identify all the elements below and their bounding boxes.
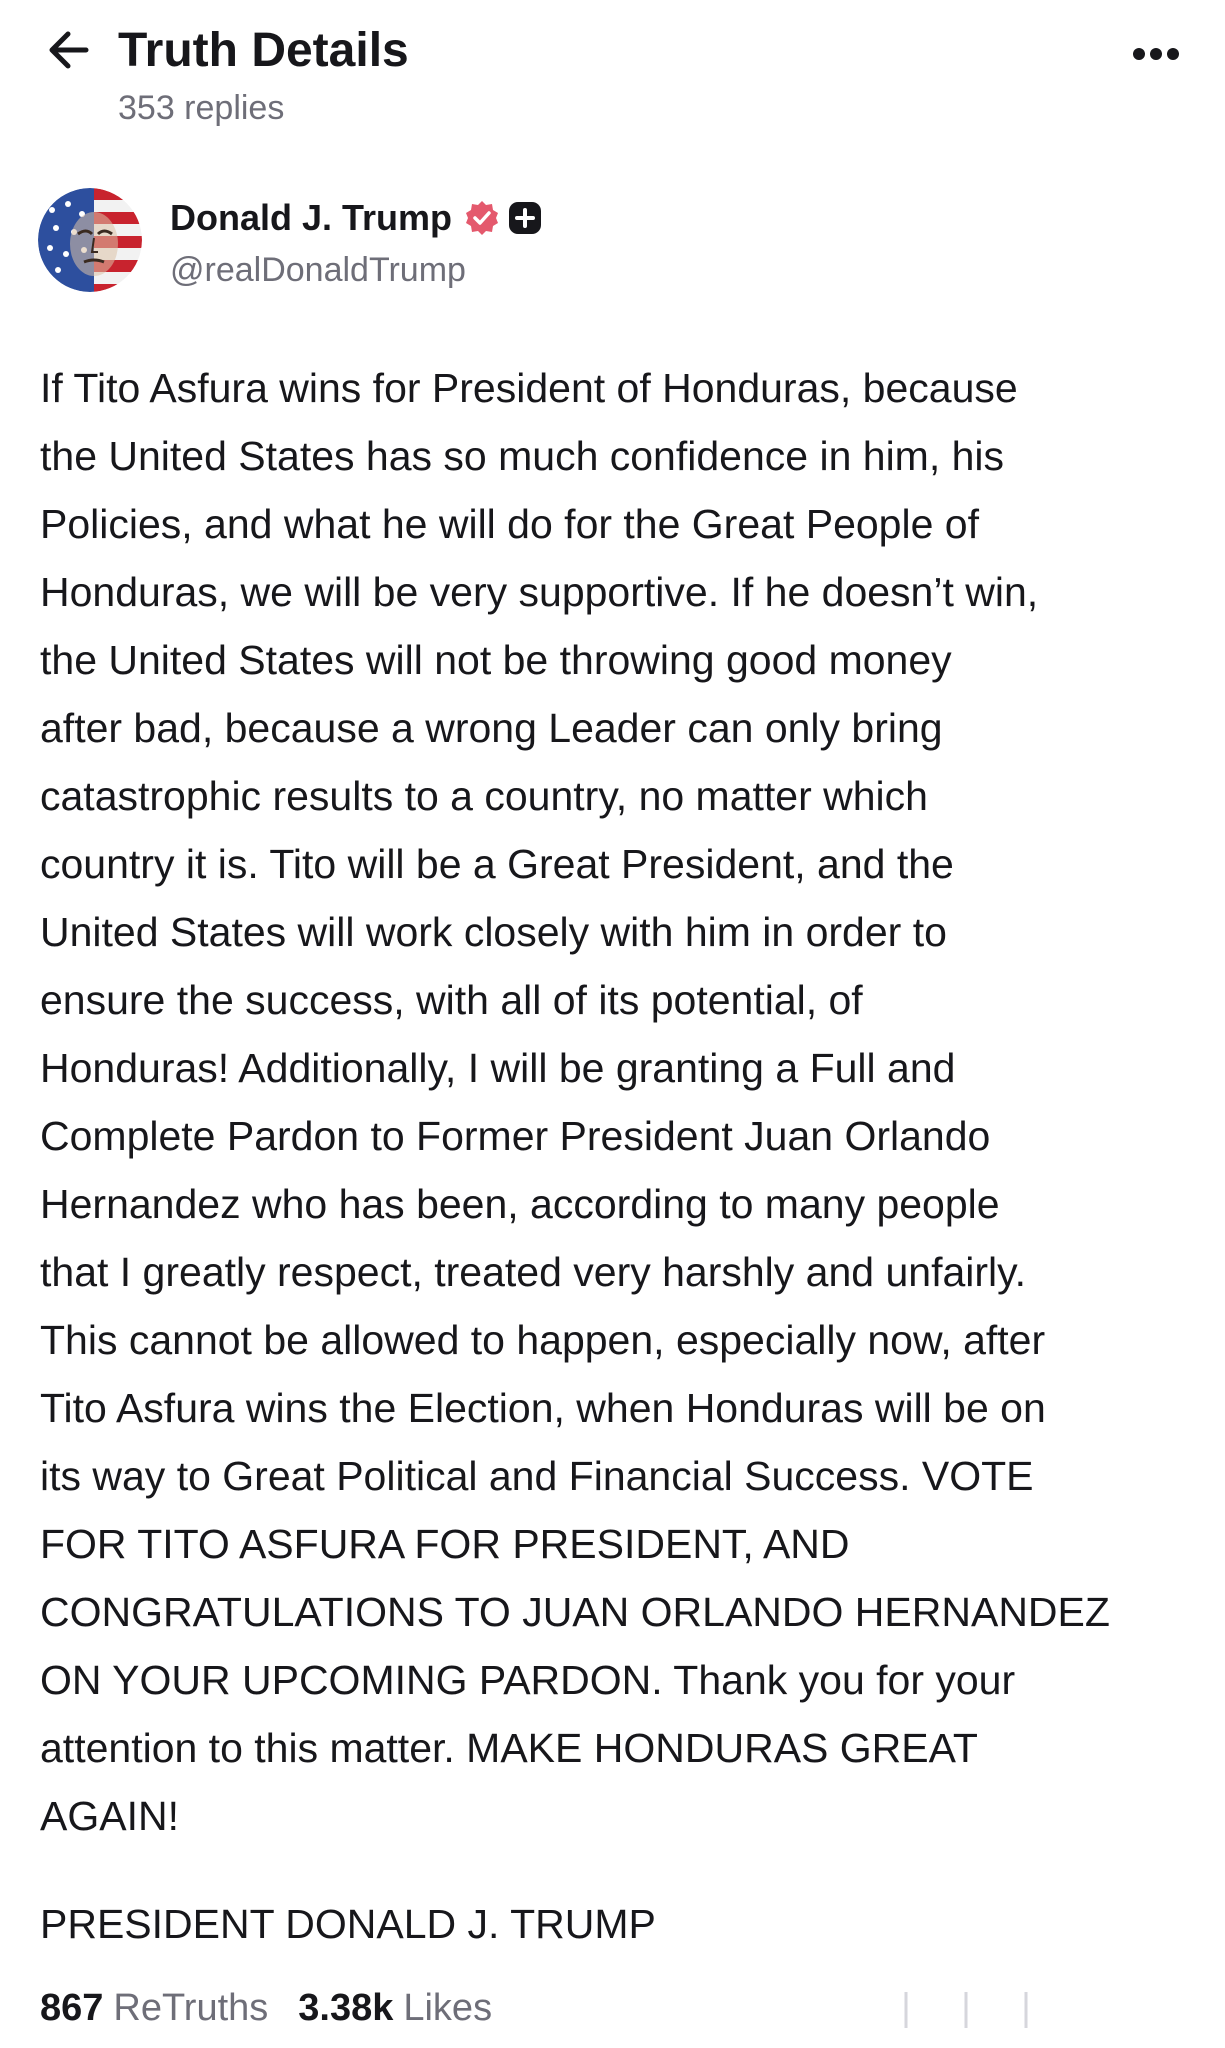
- back-button[interactable]: [40, 22, 96, 78]
- retruths-count: 867: [40, 1986, 104, 2029]
- top-bar: [0, 0, 1225, 140]
- ellipsis-icon: [1132, 47, 1180, 61]
- post-signature: PRESIDENT DONALD J. TRUMP: [40, 1901, 656, 1947]
- author-name-row: [170, 194, 542, 242]
- post-text: If Tito Asfura wins for President of Honduras, because the United States has so much confidence in him, his Policies, and what he will do for the Great People of Honduras, we will be very supportive. If he doesn’t win, the United States will not be throwing good money after bad, because a wrong Leader can only bring catastrophic results to a country, no matter which country it is. Tito will be a Great President, and the United States will work closely with him in order to ensure the success, with all of its potential, of Honduras! Additionally, I will be granting a Full and Complete Pardon to Former President Juan Orlando Hernandez who has been, according to many people that I greatly respect, treated very harshly and unfairly. This cannot be allowed to happen, especially now, after Tito Asfura wins the Election, when Honduras will be on its way to Great Political and Financial Success. VOTE FOR TITO ASFURA FOR PRESIDENT, AND CONGRATULATIONS TO JUAN ORLANDO HERNANDEZ ON YOUR UPCOMING PARDON. Thank you for your attention to this matter. MAKE HONDURAS GREAT AGAIN!: [40, 365, 1110, 1839]
- author-handle[interactable]: @realDonaldTrump: [170, 251, 466, 289]
- reply-count: 353 replies: [118, 89, 285, 127]
- author-name[interactable]: Donald J. Trump: [170, 197, 453, 238]
- likes-stat[interactable]: [298, 1987, 492, 2030]
- verified-badge-icon: [464, 200, 500, 236]
- retruths-label: ReTruths: [113, 1986, 269, 2029]
- plus-badge-icon: [508, 201, 542, 235]
- author-block: [38, 186, 1188, 296]
- page-title: Truth Details: [118, 24, 409, 77]
- arrow-left-icon: [46, 30, 90, 70]
- post-stats: [40, 1980, 492, 2036]
- action-separators: [900, 1988, 1040, 2032]
- retruths-stat[interactable]: [40, 1987, 268, 2030]
- more-options-button[interactable]: [1126, 30, 1186, 78]
- likes-count: 3.38k: [298, 1986, 394, 2029]
- avatar[interactable]: [38, 188, 142, 292]
- likes-label: Likes: [403, 1986, 493, 2029]
- avatar-image: [38, 188, 142, 292]
